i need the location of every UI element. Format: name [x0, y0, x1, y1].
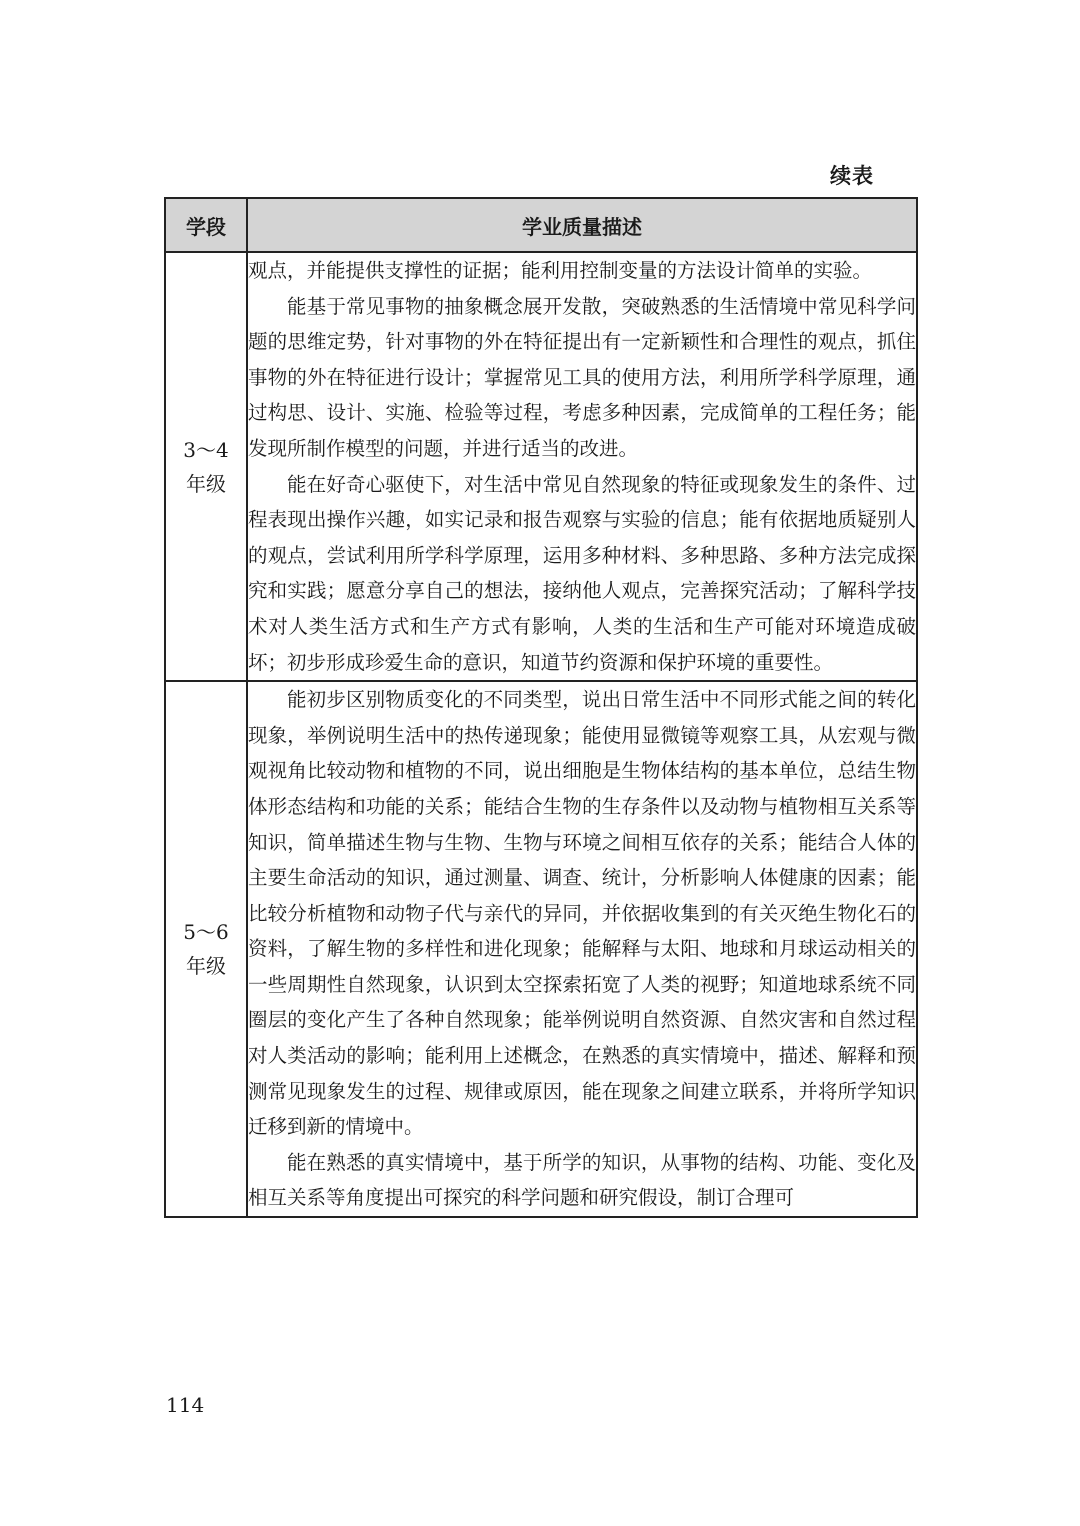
- page-number: 114: [166, 1393, 205, 1417]
- stage-cell-grade-5-6: [165, 681, 247, 1217]
- table-row-grade-3-4: [165, 252, 917, 681]
- column-header-description: 学业质量描述: [247, 198, 917, 252]
- academic-quality-table: [164, 197, 918, 1218]
- stage-unit: 年级: [186, 471, 226, 496]
- column-header-stage: 学段: [165, 198, 247, 252]
- stage-range: 5～6: [183, 920, 229, 945]
- stage-unit: 年级: [186, 954, 226, 979]
- stage-cell-grade-3-4: [165, 252, 247, 681]
- stage-range: 3～4: [183, 437, 229, 462]
- description-paragraph: 能基于常见事物的抽象概念展开发散，突破熟悉的生活情境中常见科学问题的思维定势，针对事物的外在特征提出有一定新颖性和合理性的观点，抓住事物的外在特征进行设计；掌握常见工具的使用方法，利用所学科学原理，通过构思、设计、实施、检验等过程，考虑多种因素，完成简单的工程任务；能发现所制作模型的问题，并进行适当的改进。: [248, 294, 916, 460]
- description-cell-grade-3-4: [247, 252, 917, 681]
- description-paragraph: 能初步区别物质变化的不同类型，说出日常生活中不同形式能之间的转化现象，举例说明生活中的热传递现象；能使用显微镜等观察工具，从宏观与微观视角比较动物和植物的不同，说出细胞是生物体结构的基本单位，总结生物体形态结构和功能的关系；能结合生物的生存条件以及动物与植物相互关系等知识，简单描述生物与生物、生物与环境之间相互依存的关系；能结合人体的主要生命活动的知识，通过测量、调查、统计，分析影响人体健康的因素；能比较分析植物和动物子代与亲代的异同，并依据收集到的有关灭绝生物化石的资料，了解生物的多样性和进化现象；能解释与太阳、地球和月球运动相关的一些周期性自然现象，认识到太空探索拓宽了人类的视野；知道地球系统不同圈层的变化产生了各种自然现象；能举例说明自然资源、自然灾害和自然过程对人类活动的影响；能利用上述概念，在熟悉的真实情境中，描述、解释和预测常见现象发生的过程、规律或原因，能在现象之间建立联系，并将所学知识迁移到新的情境中。: [248, 688, 916, 1139]
- description-paragraph: 观点，并能提供支撑性的证据；能利用控制变量的方法设计简单的实验。: [248, 259, 873, 282]
- description-paragraph: 能在好奇心驱使下，对生活中常见自然现象的特征或现象发生的条件、过程表现出操作兴趣，如实记录和报告观察与实验的信息；能有依据地质疑别人的观点，尝试利用所学科学原理，运用多种材料、多种思路、多种方法完成探究和实践；愿意分享自己的想法，接纳他人观点，完善探究活动；了解科学技术对人类生活方式和生产方式有影响，人类的生活和生产可能对环境造成破坏；初步形成珍爱生命的意识，知道节约资源和保护环境的重要性。: [248, 472, 916, 674]
- continued-table-label: 续表: [830, 164, 874, 188]
- table-header-row: [165, 198, 917, 252]
- description-paragraph: 能在熟悉的真实情境中，基于所学的知识，从事物的结构、功能、变化及相互关系等角度提出可探究的科学问题和研究假设，制订合理可: [248, 1150, 916, 1210]
- description-cell-grade-5-6: [247, 681, 917, 1217]
- table-row-grade-5-6: [165, 681, 917, 1217]
